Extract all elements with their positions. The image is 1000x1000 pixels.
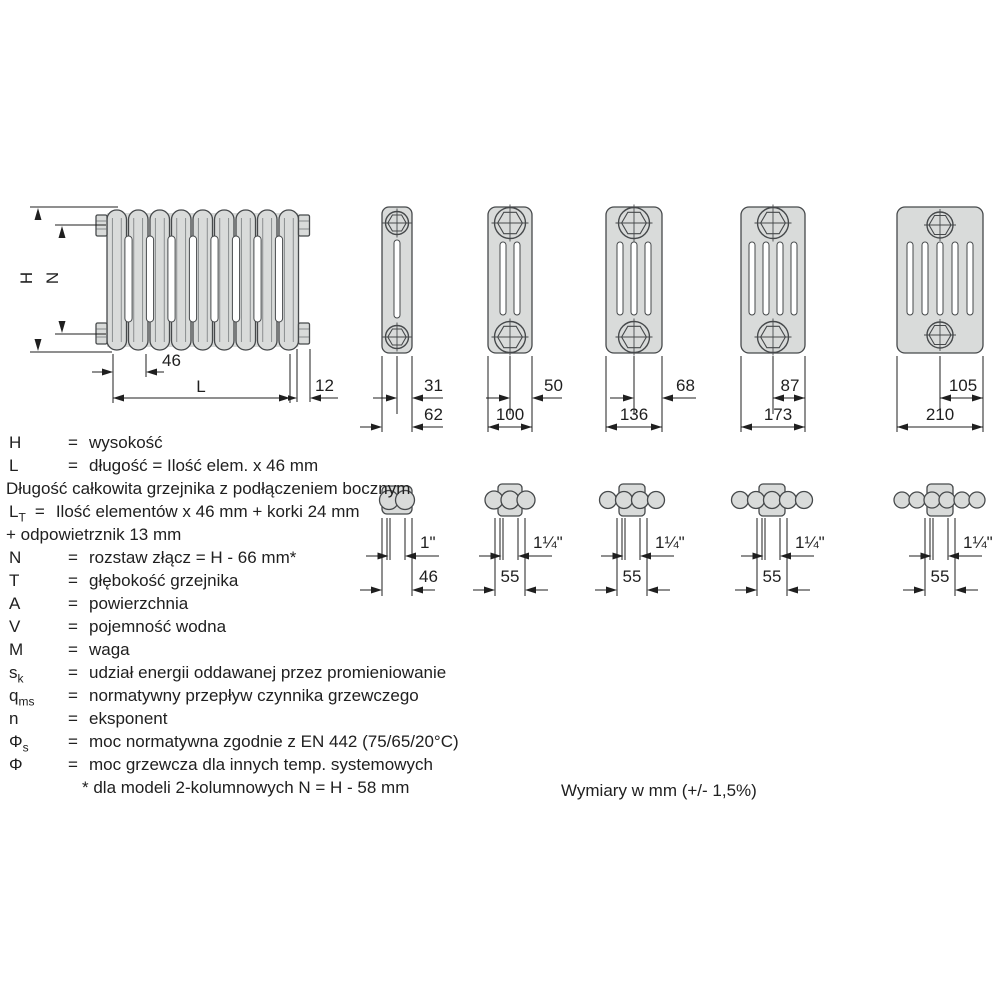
dim-label-55-pitch: 55 — [762, 567, 782, 586]
dim-label-31: 31 — [424, 376, 443, 395]
legend-line-L: L = długość = Ilość elem. x 46 mm — [3, 454, 559, 477]
dim-label-55-pitch: 55 — [930, 567, 950, 586]
side-view-4-column — [606, 205, 696, 433]
legend-line-footnote: * dla modeli 2-kolumnowych N = H - 58 mm — [82, 778, 410, 797]
legend-line-vent-note: + odpowietrznik 13 mm — [6, 525, 182, 544]
dim-label-N: N — [43, 271, 62, 285]
legend-line-qms: $q_{ms}$ = normatywny przepływ czynnika grzewczego — [3, 684, 559, 707]
dim-label-1-25in: 1¼" — [795, 533, 825, 552]
dim-label-136: 136 — [619, 405, 649, 424]
dim-label-46: 46 — [162, 351, 181, 370]
dim-label-1-25in: 1¼" — [963, 533, 993, 552]
dim-label-46-pitch: 46 — [419, 567, 438, 586]
legend-symbol: A — [9, 594, 21, 613]
legend-symbol: M — [9, 640, 24, 659]
dim-label-1in: 1" — [420, 533, 436, 552]
dim-label-173: 173 — [763, 405, 793, 424]
dim-label-1-25in: 1¼" — [655, 533, 685, 552]
legend-symbol: N — [9, 548, 22, 567]
legend-symbol: H — [9, 433, 22, 452]
legend-symbol: $L_T$ — [9, 502, 26, 525]
dim-label-55-pitch: 55 — [622, 567, 642, 586]
side-view-3-column — [486, 205, 563, 433]
dim-label-105: 105 — [948, 376, 978, 395]
legend-line-total-length-note: Długość całkowita grzejnika z podłączeniem bocznym — [6, 479, 411, 498]
legend-line-phi-s: $\Phi_s$ = moc normatywna zgodnie z EN 442 (75/65/20°C) — [3, 730, 559, 753]
legend-symbol: $q_{ms}$ — [9, 686, 35, 709]
legend-symbol: n — [9, 709, 19, 728]
side-view-2-column — [360, 207, 443, 432]
dim-label-68: 68 — [676, 376, 695, 395]
legend-line-N: N = rozstaw złącz = H - 66 mm* — [3, 546, 559, 569]
side-view-6-column — [897, 207, 983, 432]
legend-line-V: V = pojemność wodna — [3, 615, 559, 638]
dim-label-L: L — [196, 377, 206, 396]
dim-label-50: 50 — [544, 376, 563, 395]
legend — [3, 431, 559, 799]
dim-label-87: 87 — [780, 376, 800, 395]
legend-line-T: T = głębokość grzejnika — [3, 569, 559, 592]
legend-line-A: A = powierzchnia — [3, 592, 559, 615]
legend-line-phi: Φ = moc grzewcza dla innych temp. systemowych — [3, 753, 559, 776]
dim-label-1-25in: 1¼" — [533, 533, 563, 552]
top-view-4-column — [595, 484, 685, 596]
top-view-6-column — [894, 484, 993, 596]
legend-line-sk: $s_k$ = udział energii oddawanej przez promieniowanie — [3, 661, 559, 684]
dim-label-H: H — [17, 271, 36, 285]
dim-label-210: 210 — [925, 405, 955, 424]
dim-label-55-pitch: 55 — [500, 567, 520, 586]
dim-label-12: 12 — [315, 376, 334, 395]
front-view — [17, 207, 338, 403]
dimensions-tolerance-note: Wymiary w mm (+/- 1,5%) — [561, 781, 757, 800]
legend-symbol: $\Phi_s$ — [9, 732, 29, 755]
side-view-5-column — [741, 205, 805, 433]
legend-line-M: M = waga — [3, 638, 559, 661]
legend-symbol: T — [9, 571, 20, 590]
legend-symbol: Φ — [9, 755, 23, 774]
top-view-5-column — [732, 484, 825, 596]
dim-label-100: 100 — [495, 405, 525, 424]
dim-label-62: 62 — [424, 405, 443, 424]
legend-symbol: L — [9, 456, 19, 475]
legend-symbol: V — [9, 617, 21, 636]
legend-symbol: $s_k$ — [9, 663, 24, 686]
legend-line-H: H = wysokość — [3, 431, 559, 454]
legend-line-n: n = eksponent — [3, 707, 559, 730]
legend-line-LT: $L_T$ = Ilość elementów x 46 mm + korki 24 mm — [9, 502, 360, 525]
